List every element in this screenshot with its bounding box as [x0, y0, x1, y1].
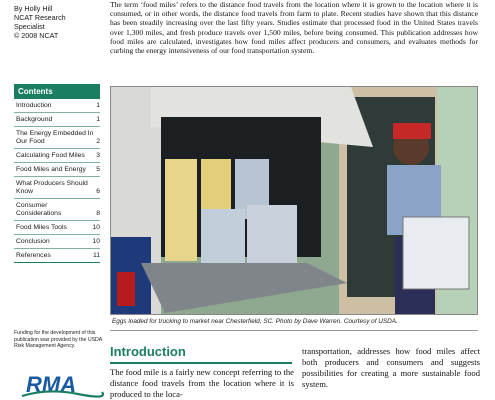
toc-entry-page: 10: [92, 238, 100, 245]
svg-text:RMA: RMA: [26, 372, 77, 397]
toc-entry[interactable]: [14, 149, 100, 163]
toc-entry-label: Food Miles and Energy: [16, 166, 86, 173]
toc-entry-page: 8: [96, 210, 100, 217]
toc-entry[interactable]: [14, 127, 100, 149]
toc-entry[interactable]: [14, 99, 100, 113]
title-underline: [110, 362, 292, 364]
toc-entry-label: Conclusion: [16, 238, 50, 245]
rma-logo: [18, 370, 104, 400]
toc-entry-page: 5: [96, 166, 100, 173]
toc-entry-label: What Producers Should Know: [16, 180, 88, 195]
contents-box: [14, 84, 100, 263]
author-byline: [14, 4, 104, 40]
toc-entry-page: 6: [96, 188, 100, 195]
toc-entry-page: 10: [92, 224, 100, 231]
toc-entry-label: References: [16, 252, 51, 259]
toc-entry-label: The Energy Embedded In Our Food: [16, 130, 94, 145]
section-title: Introduction: [110, 344, 186, 359]
toc-entry-page: 11: [92, 252, 100, 259]
toc-entry-page: 1: [96, 116, 100, 123]
toc-entry-page: 1: [96, 102, 100, 109]
toc-entry-label: Food Miles Tools: [16, 224, 67, 231]
body-text-right: transportation, addresses how food miles affect both producers and consumers and suggests possibilities for creating a more sustainable food system.: [302, 346, 480, 389]
byline-line: NCAT Research: [14, 13, 66, 22]
toc-entry[interactable]: [14, 249, 100, 262]
toc-entry-label: Background: [16, 116, 53, 123]
toc-entry-label: Calculating Food Miles: [16, 152, 85, 159]
toc-entry[interactable]: [14, 221, 100, 235]
intro-paragraph: The term ‘food miles’ refers to the distance food travels from the location where it is grown to the location where it is consumed, or in other words, the distance food travels from farm to plate. Recent studies have shown that this distance has been steadily increasing over the last fifty years. Studies estimate that processed food in the United States travels over 1,300 miles, and fresh produce travels over 1,500 miles, before being consumed. This publication addresses how food miles are calculated, investigates how food miles affect producers and consumers, and evaluates methods for curbing the energy intensiveness of our food transportation system.: [110, 0, 478, 56]
toc-entry[interactable]: [14, 163, 100, 177]
byline-line: Specialist: [14, 22, 45, 31]
toc-entry-page: 3: [96, 152, 100, 159]
toc-entry-label: Consumer Considerations: [16, 202, 62, 217]
toc-entry[interactable]: [14, 113, 100, 127]
photo-eggs-truck: [110, 86, 478, 315]
toc-entry[interactable]: [14, 235, 100, 249]
byline-line: By Holly Hill: [14, 4, 53, 13]
toc-entry[interactable]: [14, 177, 100, 199]
contents-list: [14, 99, 100, 263]
contents-heading: Contents: [14, 84, 100, 99]
toc-entry-label: Introduction: [16, 102, 52, 109]
byline-line: © 2008 NCAT: [14, 31, 59, 40]
body-text-left: The food mile is a fairly new concept referring to the distance food travels from the location where it is produced to the loca-: [110, 367, 294, 399]
funding-note: Funding for the development of this publication was provided by the USDA Risk Management Agency.: [14, 330, 102, 350]
photo-caption: Eggs loaded for trucking to market near Chesterfield, SC. Photo by Dave Warren. Courtesy of USDA.: [112, 318, 398, 325]
toc-entry[interactable]: [14, 199, 100, 221]
divider: [110, 330, 478, 331]
toc-entry-page: 2: [96, 138, 100, 145]
